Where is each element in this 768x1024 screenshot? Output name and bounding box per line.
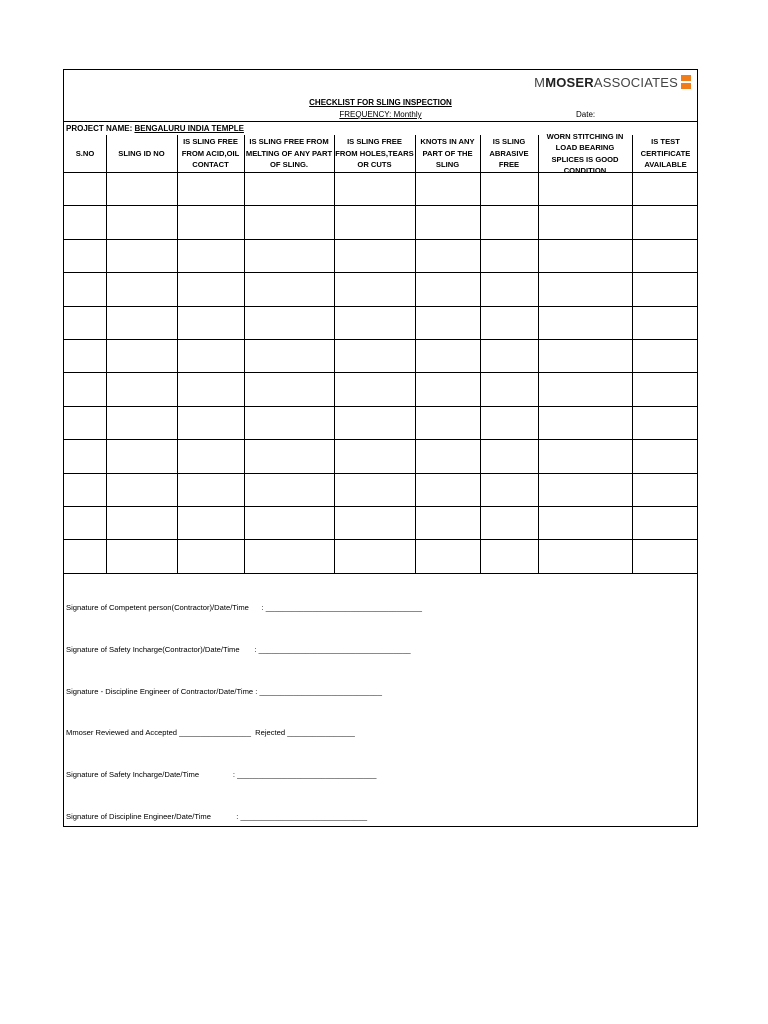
signature-line[interactable]: Signature of Competent person(Contractor)/Date/Time : _____________________________________ — [66, 603, 423, 612]
table-cell[interactable] — [538, 172, 632, 205]
table-cell[interactable] — [64, 372, 106, 405]
table-cell[interactable] — [538, 506, 632, 539]
table-cell[interactable] — [480, 306, 538, 339]
table-cell[interactable] — [64, 439, 106, 472]
table-cell[interactable] — [106, 473, 177, 506]
table-cell[interactable] — [244, 339, 334, 372]
column-header: S.NO — [75, 148, 95, 158]
table-cell[interactable] — [334, 172, 415, 205]
table-cell[interactable] — [334, 539, 415, 572]
table-cell[interactable] — [334, 272, 415, 305]
table-cell[interactable] — [480, 205, 538, 238]
table-cell[interactable] — [480, 172, 538, 205]
table-cell[interactable] — [632, 539, 699, 572]
table-cell[interactable] — [480, 372, 538, 405]
table-cell[interactable] — [244, 306, 334, 339]
table-cell[interactable] — [480, 539, 538, 572]
table-cell[interactable] — [538, 406, 632, 439]
table-cell[interactable] — [538, 372, 632, 405]
table-cell[interactable] — [538, 205, 632, 238]
table-cell[interactable] — [244, 239, 334, 272]
table-cell[interactable] — [64, 172, 106, 205]
table-cell[interactable] — [177, 239, 244, 272]
table-cell[interactable] — [415, 239, 480, 272]
table-cell[interactable] — [106, 172, 177, 205]
table-cell[interactable] — [415, 473, 480, 506]
signature-line[interactable]: Signature of Safety Incharge/Date/Time : _________________________________ — [66, 770, 377, 779]
table-cell[interactable] — [538, 306, 632, 339]
column-header: IS SLING FREE FROM HOLES,TEARS OR CUTS — [335, 137, 414, 170]
table-cell[interactable] — [538, 272, 632, 305]
table-cell[interactable] — [244, 473, 334, 506]
column-header: IS SLING ABRASIVE FREE — [489, 137, 529, 170]
table-cell[interactable] — [334, 473, 415, 506]
table-cell[interactable] — [632, 272, 699, 305]
table-cell[interactable] — [538, 539, 632, 572]
table-cell[interactable] — [415, 205, 480, 238]
table-cell[interactable] — [334, 239, 415, 272]
signature-line[interactable]: Signature of Safety Incharge(Contractor)/Date/Time : ____________________________________ — [66, 645, 411, 654]
table-cell[interactable] — [64, 539, 106, 572]
table-cell[interactable] — [106, 205, 177, 238]
table-cell[interactable] — [632, 339, 699, 372]
table-cell[interactable] — [538, 339, 632, 372]
table-cell[interactable] — [244, 205, 334, 238]
column-header: SLING ID NO — [118, 148, 165, 158]
project-name: BENGALURU INDIA TEMPLE — [134, 124, 244, 133]
table-cell[interactable] — [334, 439, 415, 472]
table-cell[interactable] — [538, 239, 632, 272]
table-cell[interactable] — [632, 172, 699, 205]
signature-line[interactable]: Mmoser Reviewed and Accepted _________________ Rejected ________________ — [66, 728, 355, 737]
table-cell[interactable] — [106, 406, 177, 439]
column-header: WORN STITCHING IN LOAD BEARING SPLICES IS GOOD CONDITION — [546, 131, 624, 175]
checklist-sheet — [63, 69, 698, 827]
table-cell[interactable] — [64, 506, 106, 539]
logo-m: M — [534, 74, 546, 90]
table-cell[interactable] — [177, 539, 244, 572]
table-cell[interactable] — [480, 339, 538, 372]
table-cell[interactable] — [177, 339, 244, 372]
table-cell[interactable] — [64, 239, 106, 272]
table-cell[interactable] — [415, 406, 480, 439]
project-label — [66, 124, 244, 133]
table-cell[interactable] — [106, 239, 177, 272]
row-divider — [64, 573, 697, 574]
table-cell[interactable] — [244, 506, 334, 539]
table-cell[interactable] — [480, 473, 538, 506]
table-cell[interactable] — [244, 539, 334, 572]
table-cell[interactable] — [106, 539, 177, 572]
table-cell[interactable] — [480, 439, 538, 472]
table-cell[interactable] — [106, 439, 177, 472]
table-cell[interactable] — [480, 272, 538, 305]
column-header: KNOTS IN ANY PART OF THE SLING — [420, 137, 475, 170]
table-cell[interactable] — [415, 339, 480, 372]
table-cell[interactable] — [177, 372, 244, 405]
table-cell[interactable] — [334, 406, 415, 439]
table-cell[interactable] — [334, 306, 415, 339]
frequency-label — [64, 110, 697, 119]
logo-moser: MOSER — [545, 74, 594, 90]
signature-line[interactable]: Signature of Discipline Engineer/Date/Time : ______________________________ — [66, 812, 368, 821]
table-cell[interactable] — [415, 439, 480, 472]
table-cell[interactable] — [415, 506, 480, 539]
column-header: IS SLING FREE FROM MELTING OF ANY PART OF SLING. — [245, 137, 333, 170]
column-header: IS TEST CERTIFICATE AVAILABLE — [640, 137, 691, 170]
table-cell[interactable] — [177, 306, 244, 339]
project-label-text: PROJECT NAME: — [66, 124, 135, 133]
table-cell[interactable] — [64, 205, 106, 238]
table-cell[interactable] — [415, 306, 480, 339]
table-cell[interactable] — [244, 172, 334, 205]
table-cell[interactable] — [334, 372, 415, 405]
table-cell[interactable] — [177, 439, 244, 472]
table-cell[interactable] — [106, 506, 177, 539]
table-cell[interactable] — [64, 339, 106, 372]
table-cell[interactable] — [244, 406, 334, 439]
table-cell[interactable] — [538, 473, 632, 506]
table-cell[interactable] — [106, 372, 177, 405]
table-cell[interactable] — [177, 205, 244, 238]
inspection-table — [64, 131, 697, 573]
table-cell[interactable] — [632, 372, 699, 405]
frequency-text: FREQUENCY: Monthly — [339, 110, 422, 119]
table-cell[interactable] — [64, 272, 106, 305]
table-cell[interactable] — [177, 172, 244, 205]
table-cell[interactable] — [632, 306, 699, 339]
table-cell[interactable] — [244, 372, 334, 405]
table-cell[interactable] — [177, 473, 244, 506]
table-cell[interactable] — [334, 506, 415, 539]
table-cell[interactable] — [244, 439, 334, 472]
table-cell[interactable] — [334, 339, 415, 372]
table-cell[interactable] — [177, 506, 244, 539]
company-logo — [534, 73, 691, 91]
page-title: CHECKLIST FOR SLING INSPECTION — [309, 98, 452, 107]
date-label: Date: — [576, 110, 596, 119]
table-cell[interactable] — [106, 339, 177, 372]
table-cell[interactable] — [64, 406, 106, 439]
logo-associates: ASSOCIATES — [593, 74, 678, 90]
table-cell[interactable] — [415, 172, 480, 205]
table-cell[interactable] — [64, 306, 106, 339]
table-cell[interactable] — [177, 406, 244, 439]
table-cell[interactable] — [480, 239, 538, 272]
table-cell[interactable] — [632, 473, 699, 506]
table-cell[interactable] — [334, 205, 415, 238]
table-cell[interactable] — [480, 406, 538, 439]
table-cell[interactable] — [106, 306, 177, 339]
table-cell[interactable] — [415, 539, 480, 572]
table-cell[interactable] — [415, 272, 480, 305]
table-cell[interactable] — [106, 272, 177, 305]
table-cell[interactable] — [64, 473, 106, 506]
table-cell[interactable] — [632, 506, 699, 539]
signature-line[interactable]: Signature - Discipline Engineer of Contractor/Date/Time : _____________________________ — [66, 687, 382, 696]
table-cell[interactable] — [244, 272, 334, 305]
table-cell[interactable] — [480, 506, 538, 539]
table-cell[interactable] — [632, 406, 699, 439]
table-cell[interactable] — [632, 205, 699, 238]
column-header: IS SLING FREE FROM ACID,OIL CONTACT — [181, 137, 240, 170]
table-cell[interactable] — [632, 439, 699, 472]
table-cell[interactable] — [177, 272, 244, 305]
table-cell[interactable] — [538, 439, 632, 472]
table-cell[interactable] — [632, 239, 699, 272]
logo-mark-icon — [681, 75, 691, 89]
table-cell[interactable] — [415, 372, 480, 405]
